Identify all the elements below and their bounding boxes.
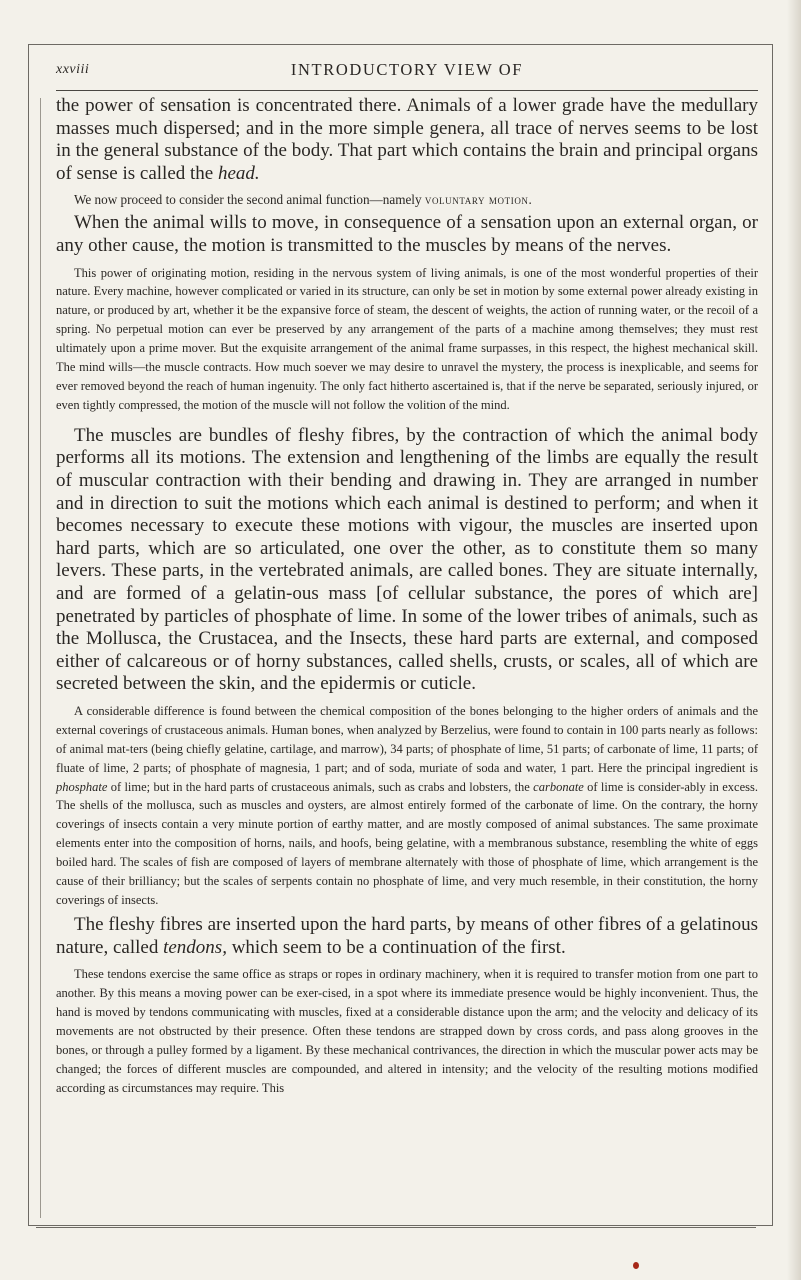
small-caps-term: voluntary motion. xyxy=(424,192,533,208)
running-head: INTRODUCTORY VIEW OF xyxy=(290,60,524,79)
italic-term-head: head. xyxy=(217,162,260,184)
paragraph-text: of lime is consider-ably in excess. The shells of the mollusca, such as muscles and oysters, are almost entirely formed of the carbonate of lime. On the contrary, the horny coverings of insects contain a very minute portion of earthy matter, and are mostly composed of animal substances. The same proximate elements enter into the composition of horns, nails, and hoofs, being gelatine, with a membranous substance, resembling the white of eggs boiled hard. The scales of fish are composed of layers of membrane alternately with those of phosphate of lime, which arrangement is the cause of their brilliancy; but the scales of serpents contain no phosphate of lime, and very much resemble, in their constitution, the horny coverings of insects. xyxy=(56,779,758,907)
paragraph-chemical-composition xyxy=(56,702,758,910)
paragraph-nervous-system xyxy=(56,95,758,185)
paragraph-originating-motion: This power of originating motion, residing in the nervous system of living animals, is one of the most wonderful properties of their nature. Every machine, however complicated or varied in its structure, can only be set in motion by some external power already existing in nature, or produced by art, whether it be the expansive force of steam, the descent of weights, the action of running water, or the recoil of a spring. No perpetual motion can ever be preserved by any arrangement of the parts of a machine among themselves; they must rest ultimately upon a prime mover. But the exquisite arrangement of the animal frame surpasses, in this respect, the highest mechanical skill. The mind wills—the muscle contracts. How much soever we may desire to unravel the mystery, the process is inexplicable, and seems for ever removed beyond the reach of human ingenuity. The only fact hitherto ascertained is, that if the nerve be separated, seriously injured, or even tightly compressed, the motion of the muscle will not follow the volition of the mind. xyxy=(56,265,758,412)
paragraph-text: We now proceed to consider the second animal function—namely xyxy=(74,192,425,208)
paragraph-text: The fleshy fibres are inserted upon the hard parts, by means of other fibres of a gelatinous nature, called xyxy=(56,913,758,958)
page-edge-shadow xyxy=(787,0,801,1280)
italic-term-phosphate: phosphate xyxy=(56,779,108,794)
paragraph-muscles: The muscles are bundles of fleshy fibres, by the contraction of which the animal body performs all its motions. The extension and lengthening of the limbs are equally the result of muscular contraction with their bending and drawing in. They are arranged in number and in direction to suit the motions which each animal is destined to perform; and when it becomes necessary to execute these motions with vigour, the muscles are inserted upon hard parts, which are so articulated, one over the other, as to constitute them so many levers. These parts, in the vertebrated animals, are called bones. They are situate internally, and are formed of a gelatin-ous mass [of cellular substance, the pores of which are] penetrated by particles of phosphate of lime. In some of the lower tribes of animals, such as the Mollusca, the Crustacea, and the Insects, these hard parts are external, and composed either of calcareous or of horny substances, called shells, crusts, or scales, all of which are secreted between the skin, and the epidermis or cuticle. xyxy=(56,424,758,695)
paragraph-tendons-function: These tendons exercise the same office as straps or ropes in ordinary machinery, when it is required to transfer motion from one part to another. By this means a moving power can be exer-cised, in a spot where its immediate presence would be highly inconvenient. Thus, the hand is moved by tendons communicating with muscles, fixed at a considerable distance upon the arm; and the velocity and delicacy of its movements are not obstructed by their presence. Often these tendons are strapped down by cross cords, and pass along grooves in the bones, or through a pulley formed by a ligament. By these mechanical contrivances, the direction in which the muscular power acts may be changed; the forces of different muscles are compounded, and altered in intensity; and the velocity of the resulting motions modified according as circumstances may require. This xyxy=(56,967,758,1095)
page-header xyxy=(56,56,758,91)
italic-term-tendons: tendons, xyxy=(163,936,227,958)
bottom-rule xyxy=(36,1227,756,1228)
paragraph-text: which seem to be a continuation of the first. xyxy=(226,936,566,958)
ink-mark xyxy=(633,1262,639,1269)
paragraph-voluntary-motion-intro xyxy=(56,191,758,208)
paragraph-will-to-move: When the animal wills to move, in consequence of a sensation upon an external organ, or any other cause, the motion is transmitted to the muscles by means of the nerves. xyxy=(56,212,758,256)
italic-term-carbonate: carbonate xyxy=(533,779,584,794)
paragraph-text: A considerable difference is found between the chemical composition of the bones belonging to the higher orders of animals and the external coverings of crustaceous animals. Human bones, when analyzed by Berzelius, were found to contain in 100 parts nearly as follows: of animal mat-ters (being chiefly gelatine, cartilage, and marrow), 34 parts; of phosphate of lime, 51 parts; of carbonate of lime, 11 parts; of fluate of lime, 2 parts; of phosphate of magnesia, 1 part; and of soda, muriate of soda and water, 1 part. Here the principal ingredient is xyxy=(56,703,758,775)
paragraph-tendons xyxy=(56,914,758,959)
paragraph-text: of lime; but in the hard parts of crustaceous animals, such as crabs and lobsters, the xyxy=(107,779,534,794)
margin-rule xyxy=(40,98,41,1218)
book-page xyxy=(56,56,758,1206)
page-number: xxviii xyxy=(56,62,90,77)
paragraph-text: the power of sensation is concentrated there. Animals of a lower grade have the medullary masses much dispersed; and in the more simple genera, all trace of nerves seems to be lost in the general substance of the body. That part which contains the brain and principal organs of sense is called the xyxy=(56,95,758,184)
